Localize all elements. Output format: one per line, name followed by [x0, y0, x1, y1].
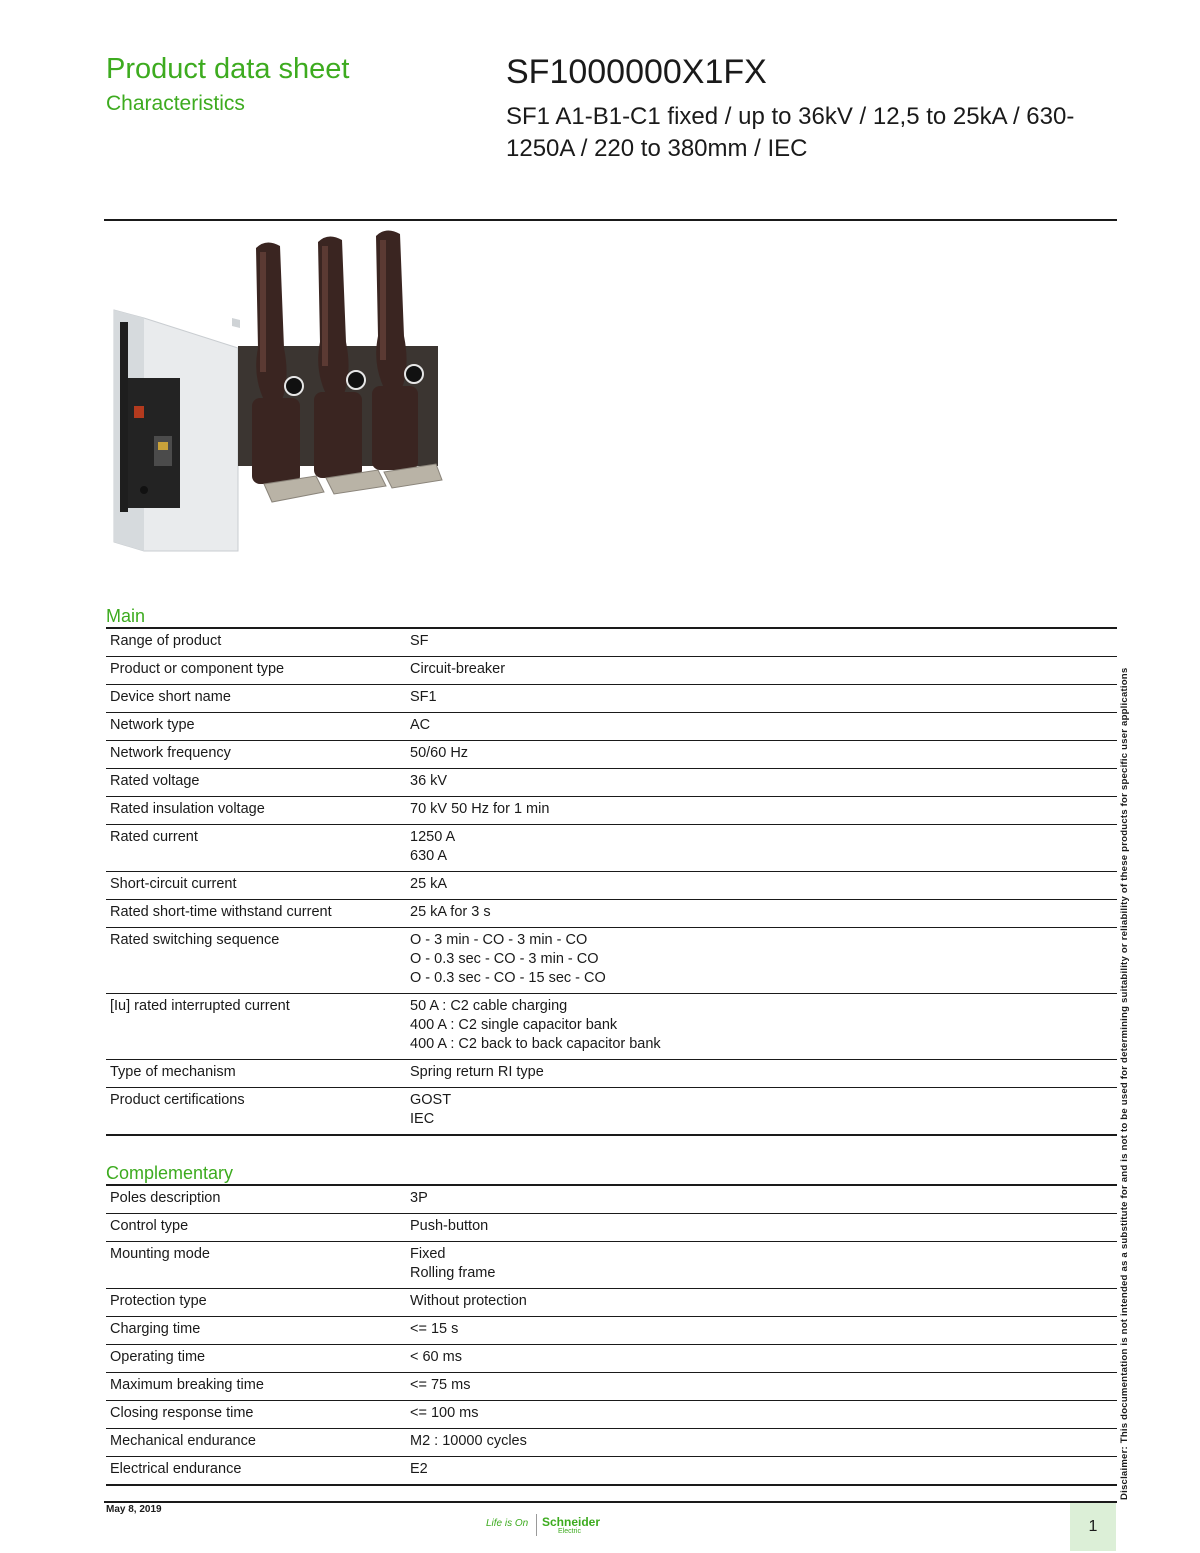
- disclaimer-text: Disclaimer: This documentation is not intended as a substitute for and is not to be used for determining suitability or reliability of these products for specific user applications: [1119, 667, 1130, 1500]
- spec-label: Network type: [106, 713, 406, 741]
- spec-row: [106, 1185, 1117, 1214]
- spec-value-cell: [406, 1317, 1117, 1345]
- spec-value-cell: [406, 769, 1117, 797]
- spec-value-cell: [406, 741, 1117, 769]
- spec-value: 1250 A: [410, 829, 456, 845]
- spec-value-cell: [406, 657, 1117, 685]
- spec-label: Charging time: [106, 1317, 406, 1345]
- footer-divider: [104, 1501, 1117, 1503]
- section-title-main: Main: [106, 606, 146, 626]
- spec-value: Push-button: [410, 1218, 489, 1234]
- spec-value: Without protection: [410, 1293, 527, 1309]
- product-photo: [106, 228, 446, 558]
- spec-label: Rated current: [106, 825, 406, 872]
- spec-row: [106, 1373, 1117, 1401]
- spec-value: <= 15 s: [410, 1321, 459, 1337]
- spec-value: SF: [410, 633, 429, 649]
- spec-value: 3P: [410, 1190, 428, 1206]
- spec-value: 50/60 Hz: [410, 745, 469, 761]
- spec-row: [106, 1088, 1117, 1136]
- spec-row: [106, 1289, 1117, 1317]
- spec-label: Device short name: [106, 685, 406, 713]
- spec-value-cell: [406, 1214, 1117, 1242]
- spec-value: 630 A: [410, 848, 448, 864]
- spec-value-cell: [406, 1088, 1117, 1136]
- spec-label: Rated insulation voltage: [106, 797, 406, 825]
- spec-value: Fixed: [410, 1246, 446, 1262]
- spec-row: [106, 1242, 1117, 1289]
- spec-value-cell: [406, 1345, 1117, 1373]
- spec-value: 400 A : C2 single capacitor bank: [410, 1017, 618, 1033]
- spec-row: [106, 628, 1117, 657]
- spec-row: [106, 657, 1117, 685]
- spec-label: [Iu] rated interrupted current: [106, 994, 406, 1060]
- spec-value: <= 75 ms: [410, 1377, 471, 1393]
- spec-row: [106, 1457, 1117, 1486]
- spec-value-cell: [406, 928, 1117, 994]
- spec-row: [106, 741, 1117, 769]
- spec-row: [106, 825, 1117, 872]
- spec-value-cell: [406, 685, 1117, 713]
- spec-value-cell: [406, 1457, 1117, 1486]
- spec-label: Network frequency: [106, 741, 406, 769]
- spec-label: Maximum breaking time: [106, 1373, 406, 1401]
- footer-date: May 8, 2019: [106, 1504, 162, 1515]
- spec-label: Type of mechanism: [106, 1060, 406, 1088]
- spec-row: [106, 797, 1117, 825]
- spec-row: [106, 685, 1117, 713]
- header-left: [106, 54, 349, 116]
- spec-row: [106, 1060, 1117, 1088]
- spec-value: 36 kV: [410, 773, 448, 789]
- spec-value: 50 A : C2 cable charging: [410, 998, 568, 1014]
- spec-label: Control type: [106, 1214, 406, 1242]
- spec-label: Closing response time: [106, 1401, 406, 1429]
- spec-row: [106, 872, 1117, 900]
- document-subtitle: Characteristics: [106, 91, 245, 115]
- spec-label: Product or component type: [106, 657, 406, 685]
- brand-logo: [486, 1512, 606, 1540]
- spec-value: O - 0.3 sec - CO - 15 sec - CO: [410, 970, 606, 986]
- product-reference: SF1000000X1FX: [506, 53, 767, 91]
- spec-value: < 60 ms: [410, 1349, 462, 1365]
- spec-value: O - 0.3 sec - CO - 3 min - CO: [410, 951, 599, 967]
- spec-label: Range of product: [106, 628, 406, 657]
- spec-value: 25 kA: [410, 876, 448, 892]
- spec-label: Protection type: [106, 1289, 406, 1317]
- spec-value-cell: [406, 1429, 1117, 1457]
- spec-value-cell: [406, 628, 1117, 657]
- spec-value: <= 100 ms: [410, 1405, 479, 1421]
- spec-value: Rolling frame: [410, 1265, 496, 1281]
- spec-value-cell: [406, 1401, 1117, 1429]
- spec-label: Mounting mode: [106, 1242, 406, 1289]
- spec-value-cell: [406, 1289, 1117, 1317]
- spec-label: Rated voltage: [106, 769, 406, 797]
- spec-value-cell: [406, 1373, 1117, 1401]
- spec-row: [106, 1429, 1117, 1457]
- spec-row: [106, 1401, 1117, 1429]
- spec-row: [106, 928, 1117, 994]
- spec-row: [106, 1214, 1117, 1242]
- document-title: Product data sheet: [106, 53, 350, 85]
- spec-value: GOST: [410, 1092, 452, 1108]
- spec-label: Short-circuit current: [106, 872, 406, 900]
- main-characteristics-table: [106, 627, 1117, 1136]
- spec-value-cell: [406, 872, 1117, 900]
- spec-value: M2 : 10000 cycles: [410, 1433, 527, 1449]
- brand-subname: Electric: [558, 1528, 581, 1535]
- spec-value: IEC: [410, 1111, 435, 1127]
- spec-value: 400 A : C2 back to back capacitor bank: [410, 1036, 661, 1052]
- spec-value-cell: [406, 825, 1117, 872]
- spec-value: AC: [410, 717, 431, 733]
- section-main: [106, 605, 1117, 1136]
- spec-value: SF1: [410, 689, 437, 705]
- spec-value-cell: [406, 797, 1117, 825]
- spec-row: [106, 900, 1117, 928]
- product-description: SF1 A1-B1-C1 fixed / up to 36kV / 12,5 to 25kA / 630-1250A / 220 to 380mm / IEC: [506, 103, 1075, 163]
- spec-label: Electrical endurance: [106, 1457, 406, 1486]
- brand-separator: [536, 1514, 537, 1536]
- spec-label: Poles description: [106, 1185, 406, 1214]
- header-right: [506, 54, 1126, 165]
- spec-label: Product certifications: [106, 1088, 406, 1136]
- header-divider: [104, 219, 1117, 221]
- spec-value: E2: [410, 1461, 428, 1477]
- brand-tagline: Life is On: [486, 1518, 529, 1529]
- page-number-box: [1070, 1503, 1116, 1551]
- spec-value-cell: [406, 713, 1117, 741]
- spec-value: 70 kV 50 Hz for 1 min: [410, 801, 550, 817]
- section-complementary: [106, 1162, 1117, 1486]
- spec-row: [106, 769, 1117, 797]
- spec-value-cell: [406, 994, 1117, 1060]
- spec-row: [106, 994, 1117, 1060]
- spec-value-cell: [406, 1060, 1117, 1088]
- spec-label: Rated switching sequence: [106, 928, 406, 994]
- spec-row: [106, 1345, 1117, 1373]
- spec-label: Operating time: [106, 1345, 406, 1373]
- spec-label: Rated short-time withstand current: [106, 900, 406, 928]
- page-number: 1: [1088, 1518, 1098, 1535]
- spec-value: Circuit-breaker: [410, 661, 506, 677]
- section-title-complementary: Complementary: [106, 1163, 234, 1183]
- complementary-characteristics-table: [106, 1184, 1117, 1486]
- spec-value-cell: [406, 1242, 1117, 1289]
- spec-row: [106, 713, 1117, 741]
- spec-value: 25 kA for 3 s: [410, 904, 491, 920]
- spec-value: O - 3 min - CO - 3 min - CO: [410, 932, 588, 948]
- spec-value-cell: [406, 900, 1117, 928]
- brand-name: Schneider: [542, 1515, 601, 1529]
- spec-row: [106, 1317, 1117, 1345]
- spec-value-cell: [406, 1185, 1117, 1214]
- spec-label: Mechanical endurance: [106, 1429, 406, 1457]
- spec-value: Spring return RI type: [410, 1064, 544, 1080]
